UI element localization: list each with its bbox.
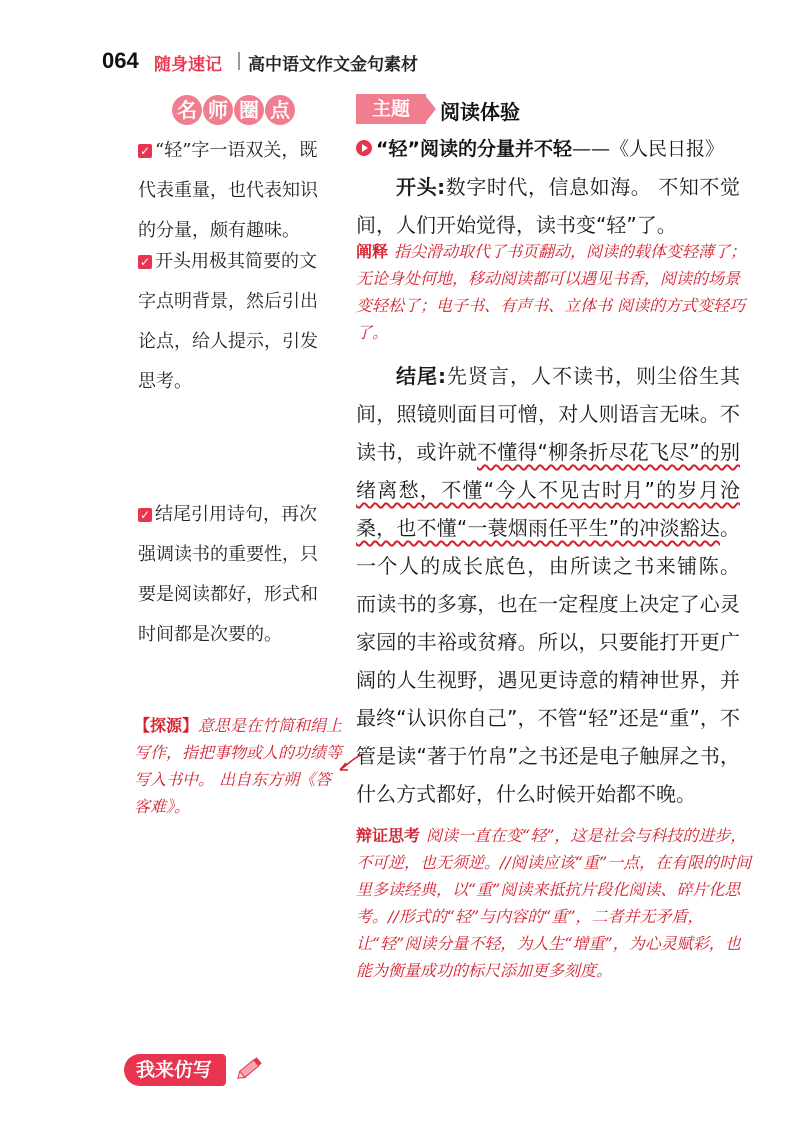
opening-paragraph xyxy=(356,168,740,244)
note-text: 开头用极其简要的文字点明背景，然后引出论点，给人提示，引发思考。 xyxy=(138,251,318,392)
bianzheng-label: 辩证思考 xyxy=(356,826,421,845)
checkbox-icon: ✓ xyxy=(139,508,151,522)
chanshi-annotation xyxy=(356,238,754,346)
ending-text-after: 。 一个人的成长底色，由所读之书来铺陈。 而读书的多寡，也在一定程度上决定了心灵家园的丰裕或贫瘠。所以，只要能打开更广阔的人生视野，遇见更诗意的精神世界，并最终“认识你自己”，不管“轻”还是“重”，不管是读“著于竹帛”之书还是电子触屏之书，什么方式都好，什么时候开始都不晚。 xyxy=(356,516,740,806)
sidebar-label-char: 名 xyxy=(172,95,202,125)
ending-label: 结尾: xyxy=(396,364,446,388)
imitation-writing-badge: 我来仿写 xyxy=(124,1054,226,1086)
note-item xyxy=(138,242,334,402)
series-name: 随身速记 xyxy=(154,55,222,75)
pencil-icon xyxy=(232,1050,268,1086)
topic-tag-arrow xyxy=(424,94,436,124)
note-item xyxy=(138,131,334,251)
opening-text: 数字时代，信息如海。 不知不觉间，人们开始觉得，读书变“轻”了。 xyxy=(356,175,741,237)
sidebar-label-char: 圈 xyxy=(234,95,264,125)
ending-paragraph xyxy=(356,357,740,813)
play-icon xyxy=(356,140,372,156)
tanyuan-text: 意思是在竹简和绢上写作，指把事物或人的功绩等写入书中。 出自东方朔《答客难》。 xyxy=(134,716,343,816)
header-divider xyxy=(238,52,240,70)
note-text: “轻”字一语双关，既代表重量，也代表知识的分量，颇有趣味。 xyxy=(138,140,318,241)
bianzheng-annotation xyxy=(356,822,754,984)
topic-title: 阅读体验 xyxy=(440,100,520,124)
tanyuan-label: 【探源】 xyxy=(134,716,199,735)
sidebar-label-char: 师 xyxy=(203,95,233,125)
article-source: ——《人民日报》 xyxy=(571,138,724,160)
bianzheng-text: 阅读一直在变“轻”，这是社会与科技的进步，不可逆，也无须逆。//阅读应该“重”一点，在有限的时间里多读经典，以“重”阅读来抵抗片段化阅读、碎片化思考。//形式的“轻”与内容的“重”，二者并无矛盾，让“轻”阅读分量不轻，为人生“增重”，为心灵赋彩，也能为衡量成功的标尺添加更多刻度。 xyxy=(356,826,752,980)
page-number: 064 xyxy=(102,48,139,73)
chanshi-label: 阐释 xyxy=(356,242,389,261)
checkbox-icon: ✓ xyxy=(139,144,151,158)
note-text: 结尾引用诗句，再次强调读书的重要性，只要是阅读都好，形式和时间都是次要的。 xyxy=(138,504,318,645)
book-title: 高中语文作文金句素材 xyxy=(248,55,418,75)
article-title-row xyxy=(356,134,724,161)
note-item xyxy=(138,495,334,655)
article-title: “轻”阅读的分量并不轻 xyxy=(376,138,572,160)
checkbox-icon: ✓ xyxy=(139,255,151,269)
sidebar-label-char: 点 xyxy=(265,95,295,125)
opening-label: 开头: xyxy=(396,175,446,199)
sidebar-label-pill xyxy=(172,94,296,126)
topic-tag: 主题 xyxy=(356,94,426,124)
ending-quoted-poems: 不懂得“柳条折尽花飞尽”的别绪离愁，不懂“今人不见古时月”的岁月沧桑，也不懂“一蓑烟雨任平生”的冲淡豁达 xyxy=(356,440,740,540)
tanyuan-annotation xyxy=(134,712,344,820)
ending-text-before: 先贤言，人不读书，则尘俗生其间，照镜则面目可憎，对人则语言无味。不读书，或许就 xyxy=(356,364,740,464)
chanshi-text: 指尖滑动取代了书页翻动，阅读的载体变轻薄了；无论身处何地，移动阅读都可以遇见书香，阅读的场景变轻松了；电子书、有声书、立体书 阅读的方式变轻巧了。 xyxy=(356,242,747,342)
